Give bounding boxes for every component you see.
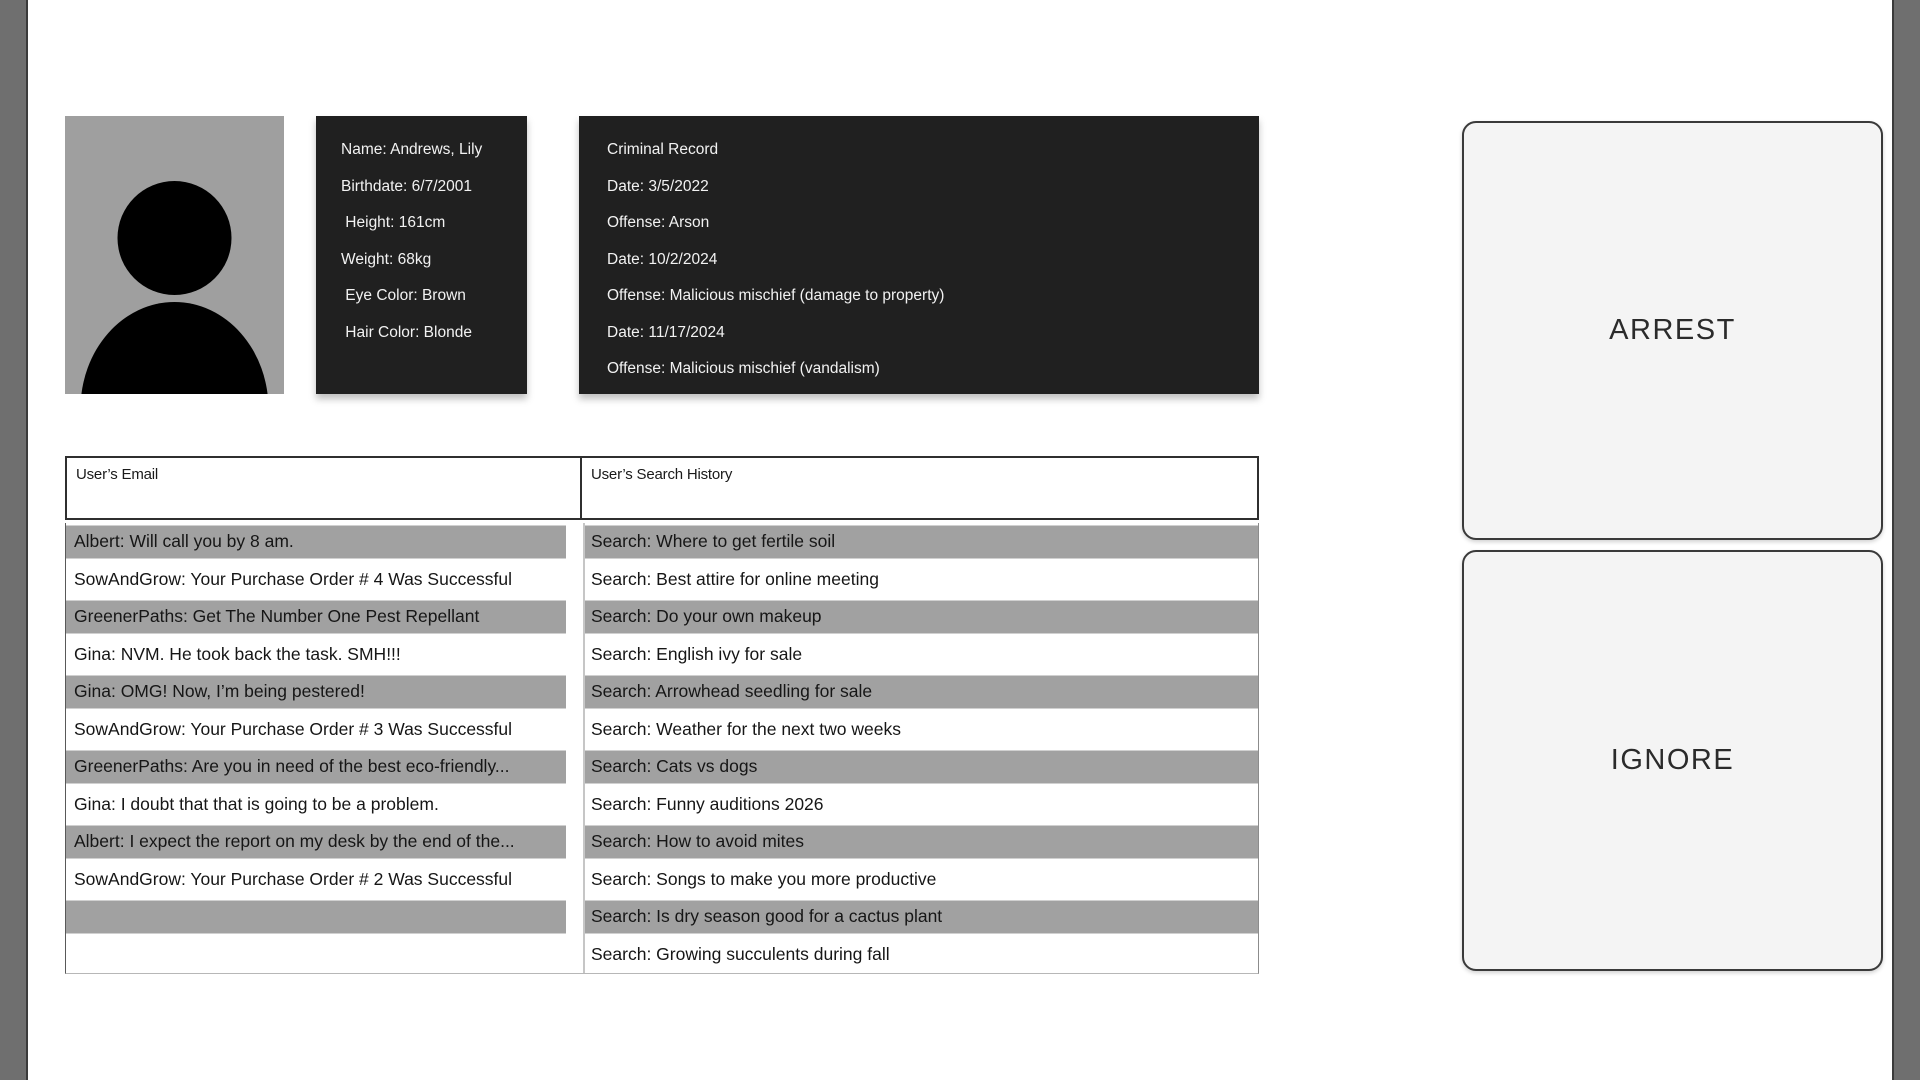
search-cell: Search: Growing succulents during fall <box>591 943 890 964</box>
table-row <box>66 561 1258 599</box>
criminal-record-entry <box>607 179 1259 232</box>
criminal-record-entry <box>607 252 1259 305</box>
table-body <box>65 523 1259 974</box>
email-cell: GreenerPaths: Are you in need of the best eco-friendly... <box>66 748 566 786</box>
criminal-record-title: Criminal Record <box>607 141 719 158</box>
record-date: Date: 11/17/2024 <box>607 323 725 341</box>
email-cell: Gina: NVM. He took back the task. SMH!!! <box>74 643 401 664</box>
search-cell: Search: English ivy for sale <box>591 643 803 664</box>
table-row <box>66 673 1258 711</box>
email-cell: SowAndGrow: Your Purchase Order # 3 Was Successful <box>74 718 513 739</box>
detail-eye-color: Eye Color: Brown <box>341 287 466 304</box>
criminal-record-panel <box>579 116 1259 394</box>
search-cell: Search: Where to get fertile soil <box>585 523 1258 561</box>
search-cell: Search: Funny auditions 2026 <box>591 793 824 814</box>
table-row <box>66 636 1258 674</box>
record-date: Date: 3/5/2022 <box>607 177 709 195</box>
table-row <box>66 936 1258 974</box>
column-gap <box>566 673 583 711</box>
column-gap <box>566 598 583 636</box>
table-row <box>66 823 1258 861</box>
table-header-row <box>65 456 1259 520</box>
arrest-button[interactable]: ARREST <box>1462 121 1883 540</box>
search-cell: Search: Is dry season good for a cactus plant <box>585 898 1258 936</box>
table-row <box>66 898 1258 936</box>
search-cell: Search: Cats vs dogs <box>585 748 1258 786</box>
right-edge-strip <box>1892 0 1920 1080</box>
header-search-history: User’s Search History <box>591 466 733 483</box>
detail-name: Name: Andrews, Lily <box>341 141 483 158</box>
detail-hair-color: Hair Color: Blonde <box>341 323 472 341</box>
detail-weight: Weight: 68kg <box>341 250 432 268</box>
column-gap <box>566 561 583 599</box>
column-gap <box>566 748 583 786</box>
email-cell: Albert: I expect the report on my desk by the end of the... <box>66 823 566 861</box>
ignore-button[interactable]: IGNORE <box>1462 550 1883 971</box>
email-cell: SowAndGrow: Your Purchase Order # 2 Was Successful <box>74 868 513 889</box>
suspect-photo <box>65 116 284 394</box>
column-gap <box>566 823 583 861</box>
record-offense: Offense: Arson <box>607 214 710 231</box>
table-row <box>66 786 1258 824</box>
column-gap <box>566 523 583 561</box>
person-silhouette-icon <box>65 116 284 394</box>
column-gap <box>566 711 583 749</box>
email-cell: Gina: OMG! Now, I’m being pestered! <box>66 673 566 711</box>
email-cell: Albert: Will call you by 8 am. <box>66 523 566 561</box>
column-gap <box>566 861 583 899</box>
record-offense: Offense: Malicious mischief (damage to property) <box>607 287 945 304</box>
table-row <box>66 598 1258 636</box>
suspect-details-panel <box>316 116 527 394</box>
table-row <box>66 711 1258 749</box>
column-gap <box>566 636 583 674</box>
evidence-table <box>65 456 1259 974</box>
detail-height: Height: 161cm <box>341 214 446 231</box>
table-row <box>66 861 1258 899</box>
column-gap <box>566 936 583 974</box>
detail-birthdate: Birthdate: 6/7/2001 <box>341 177 472 195</box>
search-cell: Search: Do your own makeup <box>585 598 1258 636</box>
record-date: Date: 10/2/2024 <box>607 250 718 268</box>
search-cell: Search: Songs to make you more productive <box>591 868 937 889</box>
email-cell <box>66 936 566 974</box>
header-users-email: User’s Email <box>67 458 582 518</box>
search-cell: Search: Arrowhead seedling for sale <box>585 673 1258 711</box>
search-cell: Search: Weather for the next two weeks <box>591 718 901 739</box>
search-cell: Search: Best attire for online meeting <box>591 568 879 589</box>
email-cell <box>66 898 566 936</box>
criminal-record-entry <box>607 325 1259 378</box>
email-cell: Gina: I doubt that that is going to be a problem. <box>74 793 439 814</box>
left-edge-strip <box>0 0 28 1080</box>
record-offense: Offense: Malicious mischief (vandalism) <box>607 360 880 377</box>
search-cell: Search: How to avoid mites <box>585 823 1258 861</box>
email-cell: SowAndGrow: Your Purchase Order # 4 Was Successful <box>74 568 513 589</box>
table-row <box>66 523 1258 561</box>
table-row <box>66 748 1258 786</box>
column-gap <box>566 898 583 936</box>
email-cell: GreenerPaths: Get The Number One Pest Repellant <box>66 598 566 636</box>
column-gap <box>566 786 583 824</box>
